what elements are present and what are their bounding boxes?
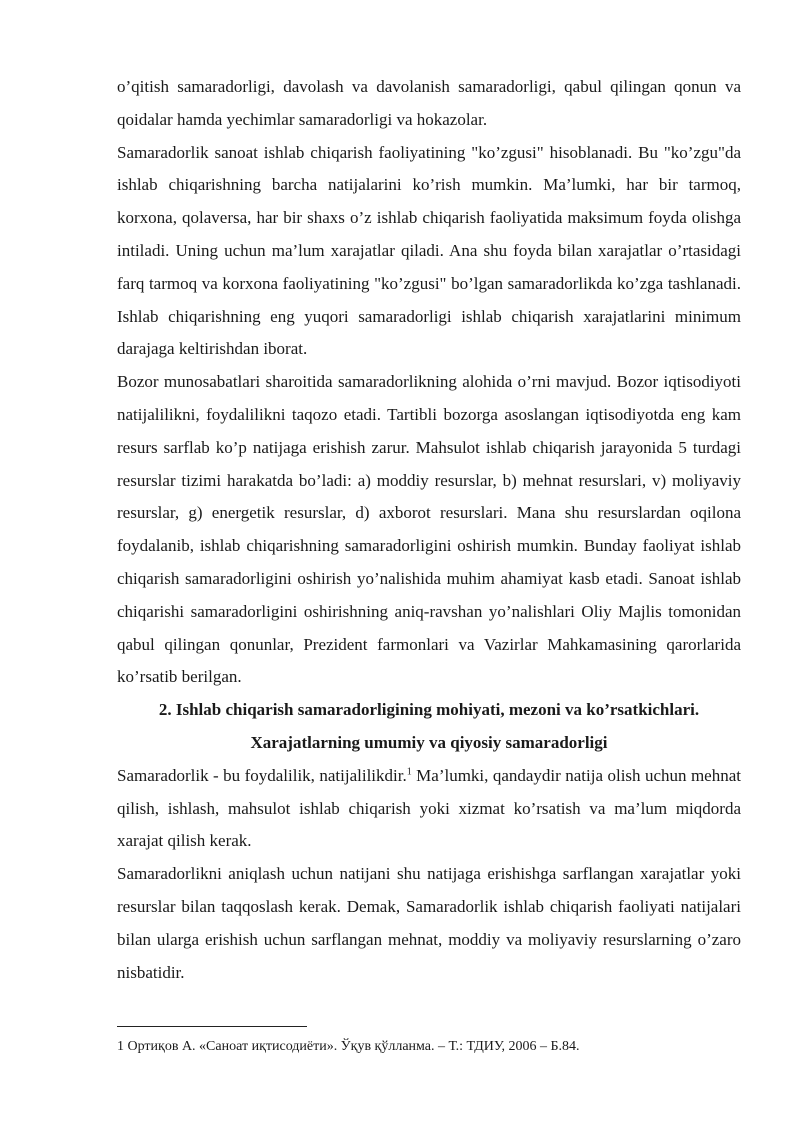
section-heading: 2. Ishlab chiqarish samaradorligining mohiyati, mezoni va ko’rsatkichlari.: [158, 700, 700, 720]
paragraph-4-rest: Ma’lumki, qandaydir natija olish uchun mehnat qilish, ishlash, mahsulot ishlab chiqarish yoki xizmat ko’rsatish va ma’lum miqdorda xarajat qilish kerak.: [117, 765, 741, 851]
footnote-reference[interactable]: 1: [406, 766, 412, 778]
footnote: 1 Ортиқов А. «Саноат иқтисодиёти». Ўқув қўлланма. – Т.: ТДИУ, 2006 – Б.84.: [117, 1039, 580, 1054]
footnote-separator: [117, 1026, 307, 1027]
body-text: [117, 71, 741, 989]
section-subheading: Xarajatlarning umumiy va qiyosiy samaradorligi: [250, 732, 608, 752]
paragraph-2: Samaradorlik sanoat ishlab chiqarish faoliyatining "ko’zgusi" hisoblanadi. Bu "ko’zgu"da ishlab chiqarishning barcha natijalarini ko’rish mumkin. Ma’lumki, har bir tarmoq, korxona, qolaversa, har bir shaxs o’z ishlab chiqarish faoliyatida maksimum foyda olishga intiladi. Uning uchun ma’lum xarajatlar qiladi. Ana shu foyda bilan xarajatlar o’rtasidagi farq tarmoq va korxona faoliyatining "ko’zgusi" bo’lgan samaradorlikda ko’zga tashlanadi. Ishlab chiqarishning eng yuqori samaradorligi ishlab chiqarish xarajatlarini minimum darajaga keltirishdan iborat.: [117, 142, 741, 359]
paragraph-4: [117, 760, 741, 858]
paragraph-5: Samaradorlikni aniqlash uchun natijani shu natijaga erishishga sarflangan xarajatlar yoki resurslar bilan taqqoslash kerak. Demak, Samaradorlik ishlab chiqarish faoliyati natijalari bilan ularga erishish uchun sarflangan mehnat, moddiy va moliyaviy resurslarning o’zaro nisbatidir.: [117, 864, 741, 982]
paragraph-1: o’qitish samaradorligi, davolash va davolanish samaradorligi, qabul qilingan qonun va qoidalar hamda yechimlar samaradorligi va hokazolar.: [117, 77, 741, 129]
paragraph-3: Bozor munosabatlari sharoitida samaradorlikning alohida o’rni mavjud. Bozor iqtisodiyoti natijalilikni, foydalilikni taqozo etadi. Tartibli bozorga asoslangan iqtisodiyotda eng kam resurs sarflab ko’p natijaga erishish zarur. Mahsulot ishlab chiqarish jarayonida 5 turdagi resurslar tizimi harakatda bo’ladi: a) moddiy resurslar, b) mehnat resurslari, v) moliyaviy resurslar, g) energetik resurslar, d) axborot resurslari. Mana shu resurslardan oqilona foydalanib, ishlab chiqarishning samaradorligini oshirish mumkin. Bunday faoliyat ishlab chiqarish samaradorligini oshirish yo’nalishida muhim ahamiyat kasb etadi. Sanoat ishlab chiqarishi samaradorligini oshirishning aniq-ravshan yo’nalishlari Oliy Majlis tomonidan qabul qilingan qonunlar, Prezident farmonlari va Vazirlar Mahkamasining qarorlarida ko’rsatib berilgan.: [117, 372, 741, 687]
paragraph-4-start: Samaradorlik - bu foydalilik, natijalilikdir.: [117, 765, 407, 785]
